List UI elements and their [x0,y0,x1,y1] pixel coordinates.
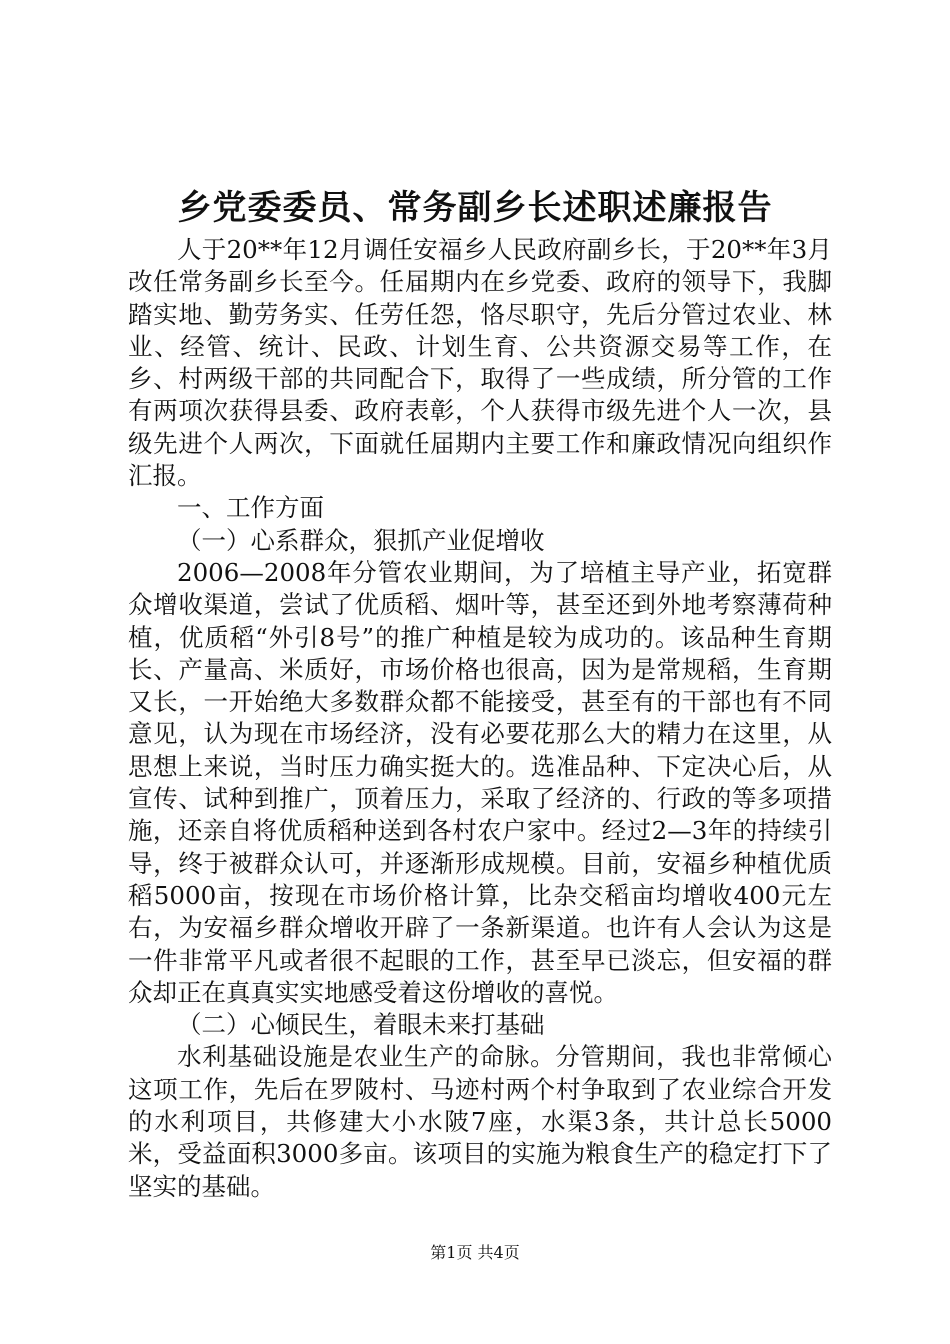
document-title: 乡党委委员、常务副乡长述职述廉报告 [177,188,773,228]
paragraph-intro: 人于20**年12月调任安福乡人民政府副乡长，于20**年3月改任常务副乡长至今。任届期内在乡党委、政府的领导下，我脚踏实地、勤劳务实、任劳任怨，恪尽职守，先后分管过农业、林业、经管、统计、民政、计划生育、公共资源交易等工作，在乡、村两级干部的共同配合下，取得了一些成绩，所分管的工作有两项次获得县委、政府表彰，个人获得市级先进个人一次，县级先进个人两次，下面就任届期内主要工作和廉政情况向组织作汇报。 [128,235,832,491]
page-footer: 第1页 共4页 [430,1243,520,1262]
subsection-heading-1: （一）心系群众，狠抓产业促增收 [177,525,545,555]
document-body [128,234,832,1203]
section-heading-work: 一、工作方面 [177,493,324,523]
paragraph-agriculture: 2006—2008年分管农业期间，为了培植主导产业，拓宽群众增收渠道，尝试了优质稻、烟叶等，甚至还到外地考察薄荷种植，优质稻“外引8号”的推广种植是较为成功的。该品种生育期长、产量高、米质好，市场价格也很高，因为是常规稻，生育期又长，一开始绝大多数群众都不能接受，甚至有的干部也有不同意见，认为现在市场经济，没有必要花那么大的精力在这里，从思想上来说，当时压力确实挺大的。选准品种、下定决心后，从宣传、试种到推广，顶着压力，采取了经济的、行政的等多项措施，还亲自将优质稻种送到各村农户家中。经过2—3年的持续引导，终于被群众认可，并逐渐形成规模。目前，安福乡种植优质稻5000亩，按现在市场价格计算，比杂交稻亩均增收400元左右，为安福乡群众增收开辟了一条新渠道。也许有人会认为这是一件非常平凡或者很不起眼的工作，甚至早已淡忘，但安福的群众却正在真真实实地感受着这份增收的喜悦。 [128,557,832,1007]
subsection-heading-2: （二）心倾民生，着眼未来打基础 [177,1010,545,1040]
paragraph-water-conservancy: 水利基础设施是农业生产的命脉。分管期间，我也非常倾心这项工作，先后在罗陂村、马迹村两个村争取到了农业综合开发的水利项目，共修建大小水陂7座，水渠3条，共计总长5000米，受益面积3000多亩。该项目的实施为粮食生产的稳定打下了坚实的基础。 [128,1042,832,1201]
